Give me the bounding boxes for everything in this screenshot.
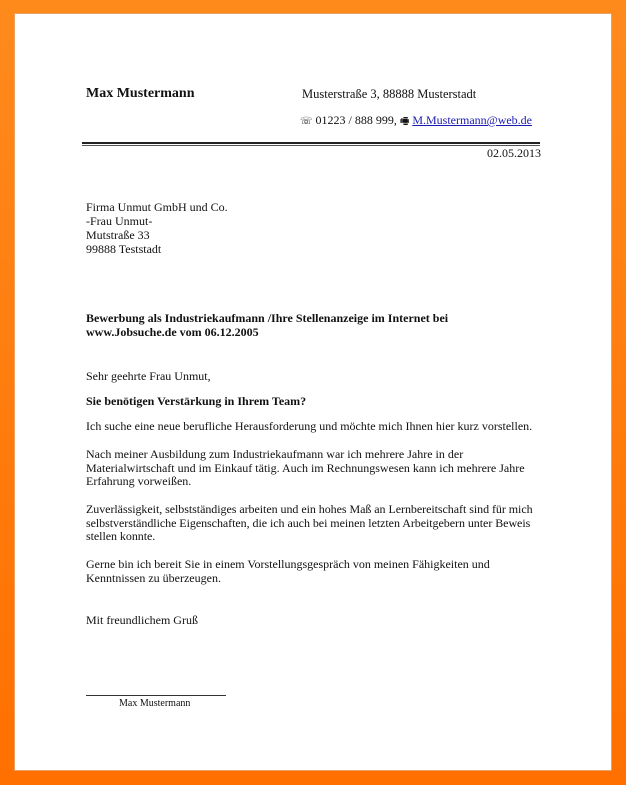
recipient-line: Firma Unmut GmbH und Co.: [86, 200, 228, 214]
letter-date: 02.05.2013: [487, 146, 541, 160]
subject-block: [86, 311, 448, 339]
paragraph-line: Kenntnissen zu überzeugen.: [86, 570, 221, 585]
fax-icon: 🖷: [399, 116, 410, 127]
subject-line: Bewerbung als Industriekaufmann /Ihre Stellenanzeige im Internet bei: [86, 311, 449, 325]
sender-contact: [300, 113, 532, 129]
paragraph-line: selbstverständliche Eigenschaften, die ich auch bei meinen letzten Arbeitgebern unter Beweis: [86, 515, 531, 530]
letter-headline: Sie benötigen Verstärkung in Ihrem Team?: [86, 394, 307, 408]
paragraph-line: stellen konnte.: [86, 529, 156, 543]
recipient-line: -Frau Unmut-: [86, 214, 153, 228]
signature-line: [86, 695, 226, 696]
body-paragraph: [86, 503, 533, 544]
signature-name: Max Mustermann: [119, 698, 191, 709]
body-paragraph: [86, 420, 532, 434]
paragraph-line: Gerne bin ich bereit Sie in einem Vorstellungsgespräch von meinen Fähigkeiten und: [86, 557, 490, 571]
header-rule-thin: [82, 145, 540, 146]
salutation: Sehr geehrte Frau Unmut,: [86, 369, 211, 383]
sender-phone: 01223 / 888 999,: [315, 113, 397, 127]
paragraph-line: Nach meiner Ausbildung zum Industriekaufmann war ich mehrere Jahre in der: [86, 447, 464, 461]
subject-line: www.Jobsuche.de vom 06.12.2005: [86, 325, 259, 339]
recipient-line: 99888 Teststadt: [86, 242, 162, 256]
paragraph-line: Ich suche eine neue berufliche Herausforderung und möchte mich Ihnen hier kurz vorstellen.: [86, 419, 533, 433]
sender-address: Musterstraße 3, 88888 Musterstadt: [302, 87, 477, 101]
phone-icon: ☏: [300, 116, 313, 127]
header-rule: [82, 142, 540, 144]
paragraph-line: Erfahrung vorweißen.: [86, 474, 192, 488]
paragraph-line: Zuverlässigkeit, selbstständiges arbeiten und ein hohes Maß an Lernbereitschaft sind für mich: [86, 502, 533, 516]
sender-email-link[interactable]: M.Mustermann@web.de: [412, 113, 533, 127]
sender-name: Max Mustermann: [86, 86, 195, 101]
body-paragraph: [86, 448, 525, 489]
paragraph-line: Materialwirtschaft und im Einkauf tätig. Auch im Rechnungswesen kann ich mehrere Jahre: [86, 460, 525, 475]
recipient-line: Mutstraße 33: [86, 228, 150, 242]
body-paragraph: [86, 558, 490, 585]
closing: Mit freundlichem Gruß: [86, 613, 198, 627]
recipient-block: [86, 200, 228, 256]
letter-page: [14, 13, 612, 771]
